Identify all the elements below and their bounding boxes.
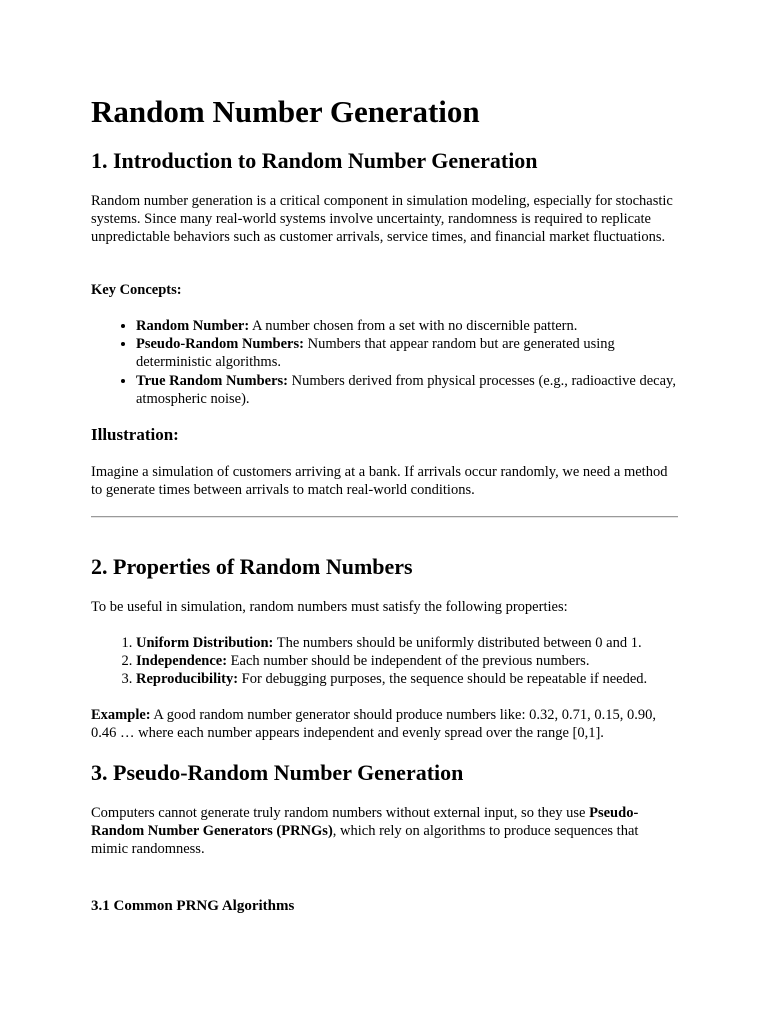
- list-item: [136, 634, 678, 652]
- example-label: Example:: [91, 707, 151, 723]
- illustration-text: Imagine a simulation of customers arriving at a bank. If arrivals occur randomly, we need a method to generate times between arrivals to match real-world conditions.: [91, 464, 668, 499]
- common-prng-algorithms-heading: 3.1 Common PRNG Algorithms: [91, 897, 295, 914]
- property-term: Independence:: [136, 653, 228, 670]
- concept-text: A number chosen from a set with no discernible pattern.: [249, 318, 578, 334]
- prng-term: Pseudo-Random Number Generators (PRNGs): [91, 805, 639, 840]
- list-item: [136, 317, 678, 335]
- section-3-text-before: Computers cannot generate truly random numbers without external input, so they use: [91, 805, 590, 821]
- key-concepts-label: [91, 281, 678, 299]
- list-item: [136, 372, 678, 408]
- list-item: [136, 670, 678, 688]
- property-term: Reproducibility:: [136, 671, 239, 688]
- concept-text: Numbers derived from physical processes (e.g., radioactive decay, atmospheric noise).: [136, 372, 676, 407]
- example-paragraph: [91, 706, 678, 742]
- property-text: Each number should be independent of the previous numbers.: [227, 653, 590, 670]
- section-2-heading: 2. Properties of Random Numbers: [91, 554, 413, 579]
- list-item: [136, 335, 678, 371]
- concept-term: Random Number:: [136, 318, 250, 334]
- section-2-intro: To be useful in simulation, random numbers must satisfy the following properties:: [91, 599, 568, 615]
- key-concepts-label-text: Key Concepts:: [91, 282, 182, 298]
- section-3-heading: 3. Pseudo-Random Number Generation: [91, 760, 464, 785]
- section-3-intro: [91, 804, 678, 859]
- concept-term: True Random Numbers:: [136, 372, 288, 389]
- section-1-heading: 1. Introduction to Random Number Generation: [91, 148, 538, 173]
- concept-text: Numbers that appear random but are generated using deterministic algorithms.: [136, 336, 615, 371]
- section-3-text-after: , which rely on algorithms to produce sequences that mimic randomness.: [91, 823, 639, 858]
- example-text: A good random number generator should produce numbers like: 0.32, 0.71, 0.15, 0.90, 0.46 … where each number appears independent and evenly spread over the range [0,1].: [91, 707, 657, 742]
- section-1-intro: Random number generation is a critical component in simulation modeling, especially for stochastic systems. Since many real-world systems involve uncertainty, randomness is required to replicate unpredictable behaviors such as customer arrivals, service times, and financial market fluctuations.: [91, 193, 673, 246]
- property-term: Uniform Distribution:: [136, 635, 274, 651]
- horizontal-divider: [91, 516, 678, 518]
- property-text: For debugging purposes, the sequence should be repeatable if needed.: [238, 671, 648, 688]
- illustration-heading: Illustration:: [91, 425, 179, 444]
- concept-term: Pseudo-Random Numbers:: [136, 336, 304, 353]
- property-text: The numbers should be uniformly distributed between 0 and 1.: [273, 635, 642, 651]
- document-title: Random Number Generation: [91, 94, 480, 129]
- key-concepts-list: [91, 317, 678, 408]
- list-item: [136, 652, 678, 670]
- properties-list: [91, 634, 678, 689]
